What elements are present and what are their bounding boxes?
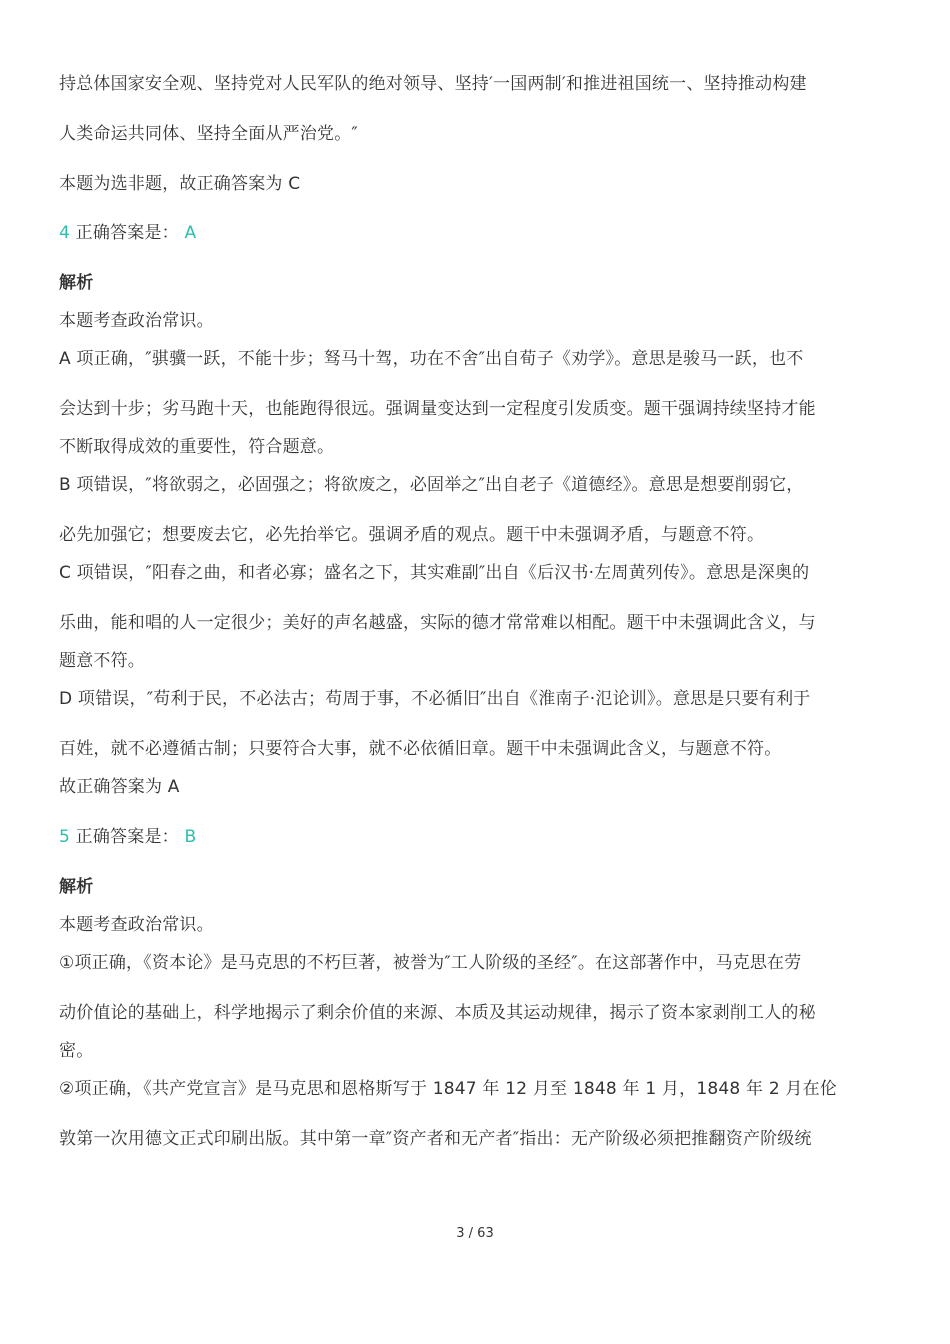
q4-answer-label: 正确答案是： [75,223,179,243]
q4-analysis-line: 必先加强它；想要废去它，必先抬举它。强调矛盾的观点。题干中未强调矛盾，与题意不符。 [59,525,765,545]
q4-analysis-heading: 解析 [59,273,94,293]
q4-conclusion: 故正确答案为 A [59,777,180,797]
intro-conclusion: 本题为选非题，故正确答案为 C [59,174,301,194]
q5-analysis-heading: 解析 [59,877,94,897]
q4-analysis-line: 本题考查政治常识。 [59,311,214,331]
q4-number: 4 [59,223,71,243]
q5-analysis-line: 敦第一次用德文正式印刷出版。其中第一章″资产者和无产者″指出：无产阶级必须把推翻资产阶级统 [59,1129,812,1149]
q4-answer-value: A [184,223,197,243]
q4-analysis-line: B 项错误，″将欲弱之，必固强之；将欲废之，必固举之″出自老子《道德经》。意思是想要削弱它， [59,475,804,495]
q4-analysis-line: C 项错误，″阳春之曲，和者必寡；盛名之下，其实难副″出自《后汉书·左周黄列传》。意思是深奥的 [59,563,810,583]
q5-analysis-line: 动价值论的基础上，科学地揭示了剩余价值的来源、本质及其运动规律，揭示了资本家剥削工人的秘 [59,1003,816,1023]
q5-analysis-line: 本题考查政治常识。 [59,915,214,935]
q5-answer-label: 正确答案是： [75,827,179,847]
intro-line-2: 人类命运共同体、坚持全面从严治党。″ [59,124,358,144]
q4-analysis-line: 题意不符。 [59,651,145,671]
q5-analysis-line: 密。 [59,1041,94,1061]
q5-number: 5 [59,827,71,847]
q5-answer-line [59,825,899,849]
q4-analysis-line: D 项错误，″苟利于民，不必法古；苟周于事，不必循旧″出自《淮南子·氾论训》。意思是只要有利于 [59,689,811,709]
q4-analysis-line: 百姓，就不必遵循古制；只要符合大事，就不必依循旧章。题干中未强调此含义，与题意不符。 [59,739,782,759]
q4-answer-line [59,221,899,245]
q4-analysis-line: A 项正确，″骐骥一跃，不能十步；驽马十驾，功在不舍″出自荀子《劝学》。意思是骏马一跃，也不 [59,349,804,369]
q5-analysis-line: ②项正确，《共产党宣言》是马克思和恩格斯写于 1847 年 12 月至 1848 年 1 月，1848 年 2 月在伦 [59,1079,838,1099]
q4-analysis-line: 会达到十步；劣马跑十天，也能跑得很远。强调量变达到一定程度引发质变。题干强调持续坚持才能 [59,399,816,419]
q4-analysis-line: 不断取得成效的重要性，符合题意。 [59,437,335,457]
q4-analysis-line: 乐曲，能和唱的人一定很少；美好的声名越盛，实际的德才常常难以相配。题干中未强调此含义，与 [59,613,816,633]
q5-answer-value: B [184,827,197,847]
q5-analysis-line: ①项正确，《资本论》是马克思的不朽巨著，被誉为″工人阶级的圣经″。在这部著作中，马克思在劳 [59,953,802,973]
intro-line-1: 持总体国家安全观、坚持党对人民军队的绝对领导、坚持′一国两制′和推进祖国统一、坚持推动构建 [59,74,807,94]
page-number: 3 / 63 [456,1226,494,1241]
